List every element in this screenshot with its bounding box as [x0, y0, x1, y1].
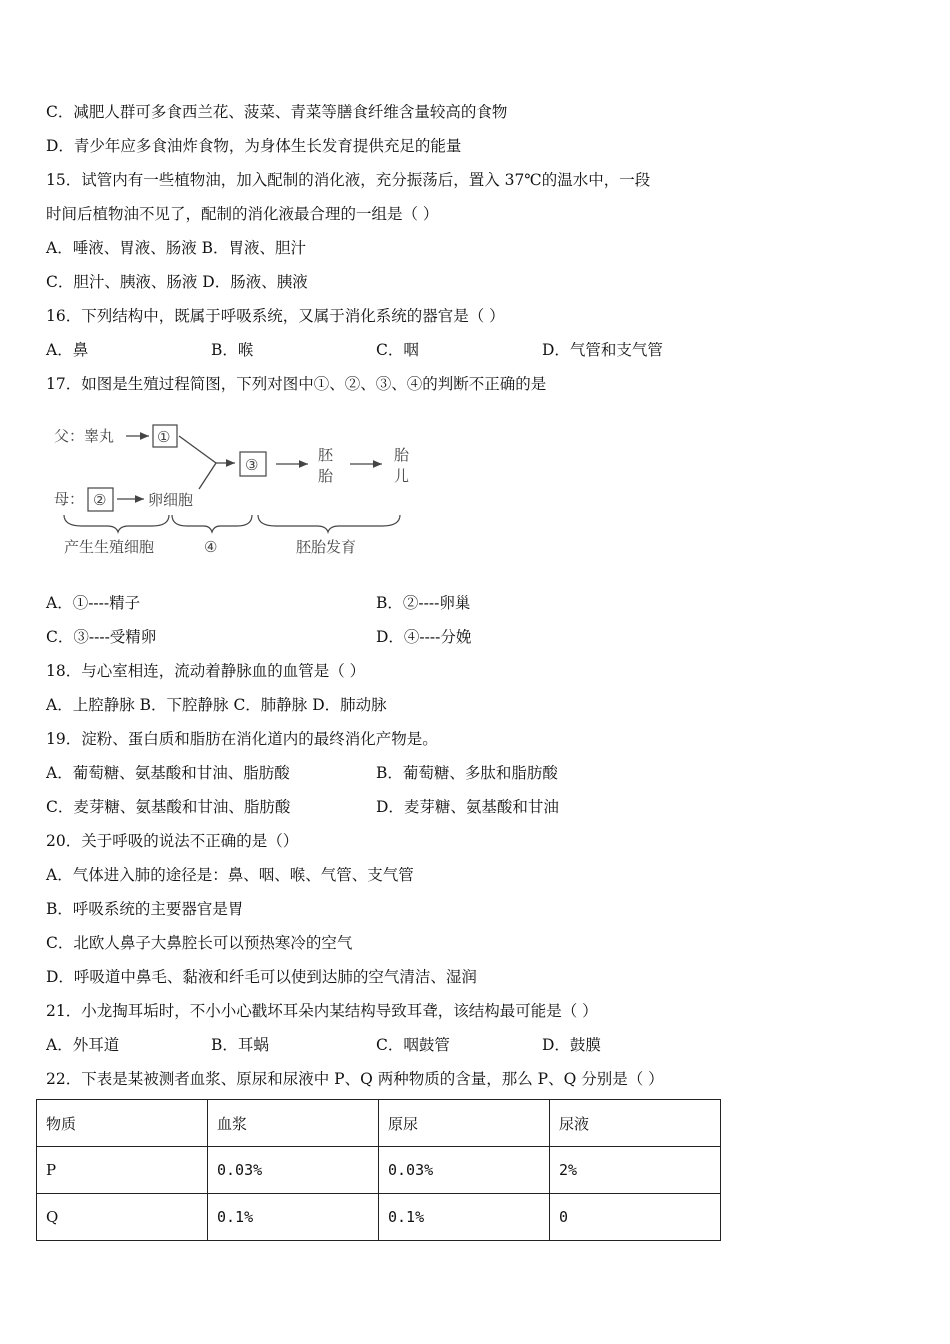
brace-3: [258, 515, 400, 532]
q17-option-a: A．①----精子: [46, 594, 141, 612]
q19-option-b: B．葡萄糖、多肽和脂肪酸: [376, 764, 558, 782]
q16-option-a: A．鼻: [46, 341, 89, 359]
table-cell: 0.03%: [379, 1147, 550, 1194]
q14-option-c: C．减肥人群可多食西兰花、菠菜、青菜等膳食纤维含量较高的食物: [46, 103, 508, 121]
q17-option-c: C．③----受精卵: [46, 628, 157, 646]
egg-cell-label: 卵细胞: [148, 491, 194, 509]
embryo-label-2: 胎: [318, 467, 334, 485]
reproduction-diagram: [52, 415, 422, 565]
q18-stem: 18．与心室相连，流动着静脉血的血管是（ ）: [46, 662, 366, 680]
fetus-label-2: 儿: [394, 467, 410, 485]
q16-option-c: C．咽: [376, 341, 419, 359]
q22-stem: 22．下表是某被测者血浆、原尿和尿液中 P、Q 两种物质的含量，那么 P、Q 分别是（ ）: [46, 1070, 664, 1088]
brace-2: [172, 515, 252, 532]
q14-option-d: D．青少年应多食油炸食物，为身体生长发育提供充足的能量: [46, 137, 462, 155]
table-cell: 0.1%: [379, 1194, 550, 1241]
stage-4: ④: [204, 538, 218, 556]
q17-option-b: B．②----卵巢: [376, 594, 471, 612]
q15-options-line1: A．唾液、胃液、肠液 B．胃液、胆汁: [46, 239, 307, 257]
table-header-row: [37, 1100, 721, 1147]
father-label: 父：睾丸: [54, 427, 115, 445]
q20-option-c: C．北欧人鼻子大鼻腔长可以预热寒冷的空气: [46, 934, 353, 952]
table-cell: 0.1%: [208, 1194, 379, 1241]
q16-stem: 16．下列结构中，既属于呼吸系统，又属于消化系统的器官是（ ）: [46, 307, 505, 325]
table-header-cell: 尿液: [550, 1100, 721, 1147]
q16-option-d: D．气管和支气管: [542, 341, 663, 359]
q19-option-a: A．葡萄糖、氨基酸和甘油、脂肪酸: [46, 764, 290, 782]
q18-options: A．上腔静脉 B．下腔静脉 C．肺静脉 D．肺动脉: [46, 696, 387, 714]
q15-stem-line1: 15．试管内有一些植物油，加入配制的消化液，充分振荡后，置入 37℃的温水中，一段: [46, 171, 651, 189]
q21-option-c: C．咽鼓管: [376, 1036, 450, 1054]
q19-option-c: C．麦芽糖、氨基酸和甘油、脂肪酸: [46, 798, 291, 816]
q21-option-a: A．外耳道: [46, 1036, 120, 1054]
q21-option-b: B．耳蜗: [211, 1036, 269, 1054]
table-cell: P: [37, 1147, 208, 1194]
table-row: [37, 1194, 721, 1241]
q17-option-d: D．④----分娩: [376, 628, 472, 646]
fetus-label-1: 胎: [394, 446, 410, 464]
substance-table: [36, 1099, 721, 1241]
q21-stem: 21．小龙掏耳垢时，不小小心戳坏耳朵内某结构导致耳聋，该结构最可能是（ ）: [46, 1002, 598, 1020]
merge-line-top: [179, 436, 216, 463]
table-cell: 0.03%: [208, 1147, 379, 1194]
table-cell: Q: [37, 1194, 208, 1241]
box-2-label: ②: [93, 491, 107, 509]
q15-stem-line2: 时间后植物油不见了，配制的消化液最合理的一组是（ ）: [46, 205, 439, 223]
box-3-label: ③: [245, 456, 259, 474]
stage-produce-germ-cells: 产生生殖细胞: [64, 538, 155, 556]
q20-option-a: A．气体进入肺的途径是：鼻、咽、喉、气管、支气管: [46, 866, 414, 884]
q21-option-d: D．鼓膜: [542, 1036, 601, 1054]
table-cell: 0: [550, 1194, 721, 1241]
q19-stem: 19．淀粉、蛋白质和脂肪在消化道内的最终消化产物是。: [46, 730, 438, 748]
box-1-label: ①: [157, 428, 171, 446]
table-header-cell: 血浆: [208, 1100, 379, 1147]
q15-options-line2: C．胆汁、胰液、肠液 D．肠液、胰液: [46, 273, 308, 291]
stage-embryo-development: 胚胎发育: [296, 538, 357, 556]
brace-1: [64, 515, 169, 532]
table-header-cell: 原尿: [379, 1100, 550, 1147]
merge-line-bottom: [199, 463, 216, 489]
q20-option-b: B．呼吸系统的主要器官是胃: [46, 900, 244, 918]
table-header-cell: 物质: [37, 1100, 208, 1147]
table-cell: 2%: [550, 1147, 721, 1194]
q16-option-b: B．喉: [211, 341, 254, 359]
table-row: [37, 1147, 721, 1194]
q17-stem: 17．如图是生殖过程简图，下列对图中①、②、③、④的判断不正确的是: [46, 375, 547, 393]
q20-option-d: D．呼吸道中鼻毛、黏液和纤毛可以使到达肺的空气清洁、湿润: [46, 968, 477, 986]
mother-label: 母：: [54, 490, 85, 508]
q19-option-d: D．麦芽糖、氨基酸和甘油: [376, 798, 559, 816]
q20-stem: 20．关于呼吸的说法不正确的是（）: [46, 832, 299, 850]
embryo-label-1: 胚: [318, 446, 334, 464]
